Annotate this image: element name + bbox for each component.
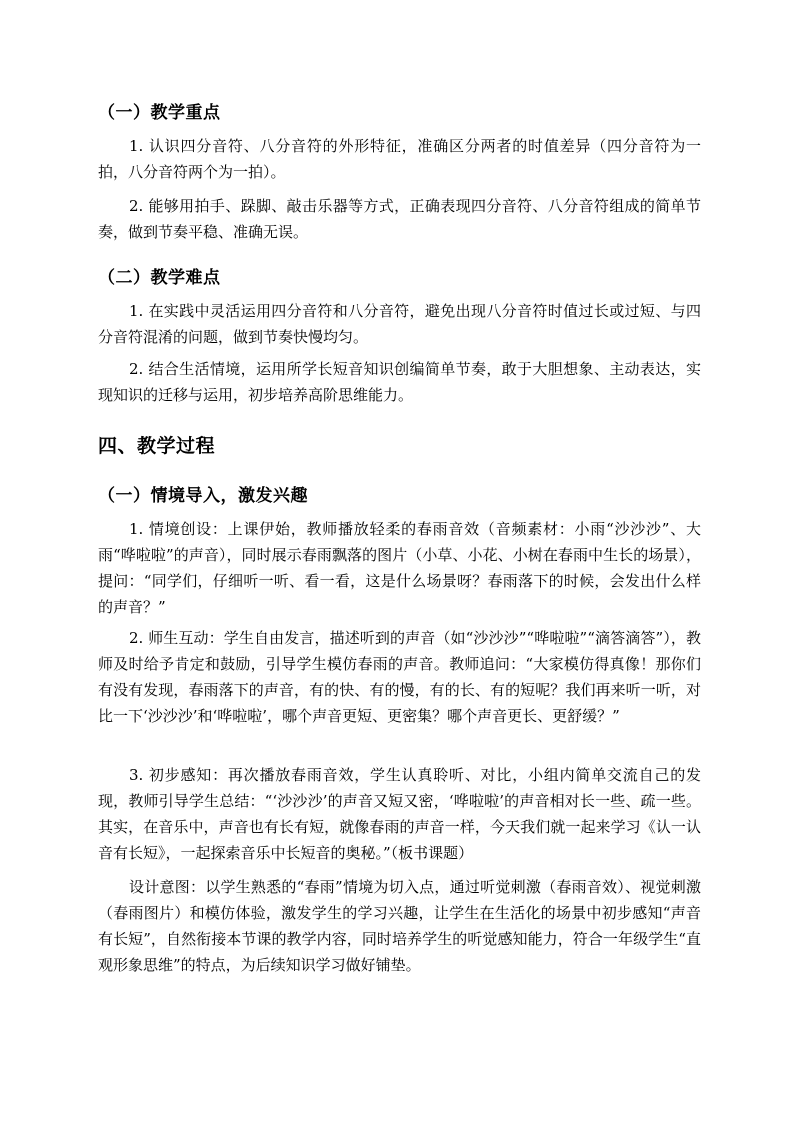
paragraph-focus-1: 1. 认识四分音符、八分音符的外形特征，准确区分两者的时值差异（四分音符为一拍，八分音符两个为一拍）。: [98, 137, 701, 181]
paragraph-intro-1: 1. 情境创设：上课伊始，教师播放轻柔的春雨音效（音频素材：小雨“沙沙沙”、大雨“哗啦啦”的声音），同时展示春雨飘落的图片（小草、小花、小树在春雨中生长的场景），提问：“同学们，仔细听一听、看一看，这是什么场景呀？春雨落下的时候，会发出什么样的声音？”: [98, 520, 701, 616]
paragraph-focus-2: 2. 能够用拍手、跺脚、敲击乐器等方式，正确表现四分音符、八分音符组成的简单节奏，做到节奏平稳、准确无误。: [98, 197, 701, 241]
paragraph-design-intent: 设计意图：以学生熟悉的“春雨”情境为切入点，通过听觉刺激（春雨音效）、视觉刺激（春雨图片）和模仿体验，激发学生的学习兴趣，让学生在生活化的场景中初步感知“声音有长短”，自然衔接本节课的教学内容，同时培养学生的听觉感知能力，符合一年级学生“直观形象思维”的特点，为后续知识学习做好铺垫。: [98, 878, 701, 974]
heading-situation-intro: （一）情境导入，激发兴趣: [98, 486, 308, 506]
paragraph-difficulty-1: 1. 在实践中灵活运用四分音符和八分音符，避免出现八分音符时值过长或过短、与四分音符混淆的问题，做到节奏快慢均匀。: [98, 302, 701, 346]
paragraph-intro-3: 3. 初步感知：再次播放春雨音效，学生认真聆听、对比，小组内简单交流自己的发现，教师引导学生总结：“‘沙沙沙’的声音又短又密，‘哗啦啦’的声音相对长一些、疏一些。其实，在音乐中，声音也有长有短，就像春雨的声音一样，今天我们就一起来学习《认一认 音有长短》，一起探索音乐中长短音的奥秘。”（板书课题）: [98, 766, 701, 862]
heading-teaching-process: 四、教学过程: [98, 435, 216, 457]
paragraph-difficulty-2: 2. 结合生活情境，运用所学长短音知识创编简单节奏，敢于大胆想象、主动表达，实现知识的迁移与运用，初步培养高阶思维能力。: [98, 360, 701, 404]
heading-teaching-focus: （一）教学重点: [98, 103, 221, 123]
heading-teaching-difficulty: （二）教学难点: [98, 268, 221, 288]
paragraph-intro-2: 2. 师生互动：学生自由发言，描述听到的声音（如“沙沙沙”“哗啦啦”“滴答滴答”），教师及时给予肯定和鼓励，引导学生模仿春雨的声音。教师追问：“大家模仿得真像！那你们有没有发现，春雨落下的声音，有的快、有的慢，有的长、有的短呢？我们再来听一听，对比一下‘沙沙沙’和‘哗啦啦’，哪个声音更短、更密集？哪个声音更长、更舒缓？”: [98, 629, 701, 725]
